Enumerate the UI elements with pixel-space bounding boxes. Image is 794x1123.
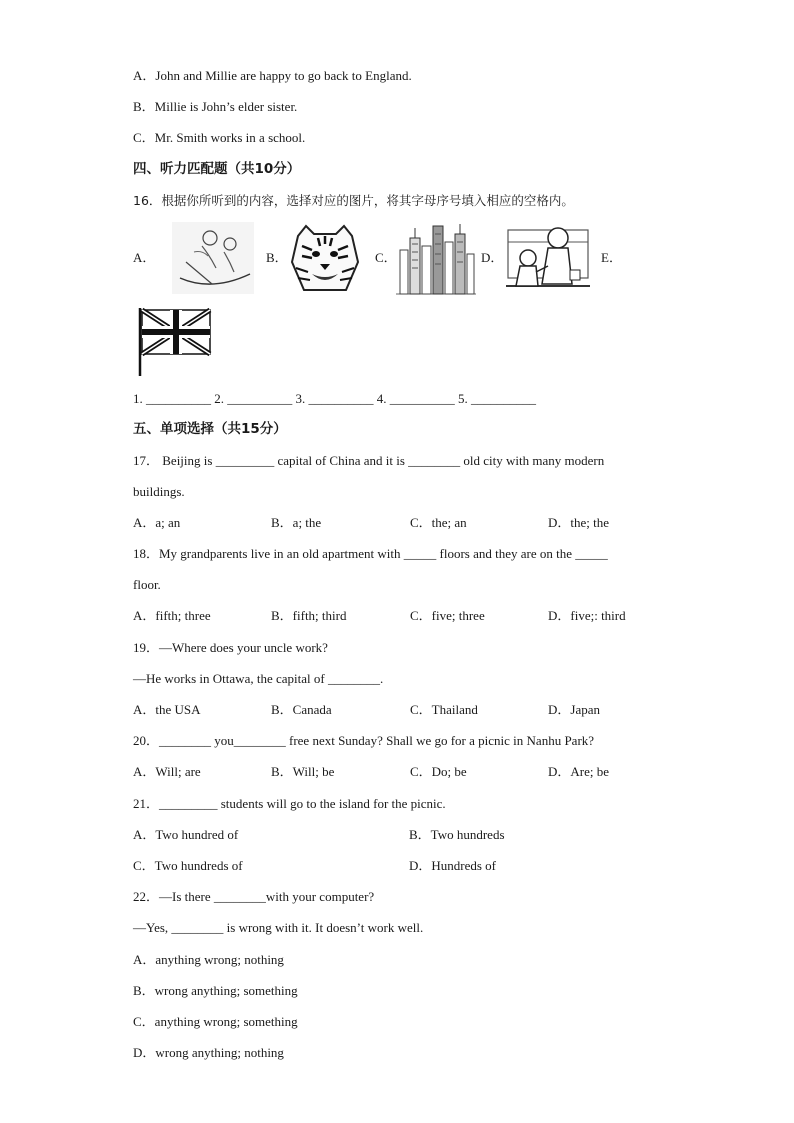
q22-option-a: A．anything wrong; nothing xyxy=(133,952,284,967)
q22-stem-line2: —Yes, ________ is wrong with it. It doesn’t work well. xyxy=(133,920,424,935)
grandmother-and-child-icon xyxy=(506,222,590,296)
q17-option-b: B．a; the xyxy=(271,515,322,530)
q17-option-c: C．the; an xyxy=(410,515,467,530)
q21-option-a: A．Two hundred of xyxy=(133,827,239,842)
q22-option-c: C．anything wrong; something xyxy=(133,1014,298,1029)
q18-stem-line1: 18．My grandparents live in an old apartment with _____ floors and they are on the _____ xyxy=(133,546,608,561)
picture-label-d: D． xyxy=(481,250,504,265)
q17-stem-line1: 17． Beijing is _________ capital of China and it is ________ old city with many modern xyxy=(133,453,605,468)
tiger-icon xyxy=(288,222,362,294)
picture-label-b: B． xyxy=(266,250,288,265)
q21-option-b: B．Two hundreds xyxy=(409,827,505,842)
q20-stem: 20．________ you________ free next Sunday? Shall we go for a picnic in Nanhu Park? xyxy=(133,733,595,748)
picture-label-c: C． xyxy=(375,250,397,265)
q18-option-d: D．five;: third xyxy=(548,608,626,623)
q17-option-d: D．the; the xyxy=(548,515,610,530)
q16-stem: 16．根据你所听到的内容，选择对应的图片，将其字母序号填入相应的空格内。 xyxy=(133,193,574,208)
q17-stem-line2: buildings. xyxy=(133,484,185,499)
q18-stem-line2: floor. xyxy=(133,577,161,592)
q22-option-d: D．wrong anything; nothing xyxy=(133,1045,284,1060)
city-skyscrapers-icon xyxy=(396,220,476,296)
q18-option-b: B．fifth; third xyxy=(271,608,347,623)
q19-option-d: D．Japan xyxy=(548,702,600,717)
q20-option-b: B．Will; be xyxy=(271,764,335,779)
q21-option-d: D．Hundreds of xyxy=(409,858,497,873)
q19-option-b: B．Canada xyxy=(271,702,332,717)
picture-label-e: E． xyxy=(601,250,622,265)
q16-answer-blanks: 1. __________ 2. __________ 3. __________ 4. __________ 5. __________ xyxy=(133,391,536,406)
picture-label-a: A． xyxy=(133,250,156,265)
q19-stem-line2: —He works in Ottawa, the capital of ________. xyxy=(133,671,384,686)
section-5-heading: 五、单项选择（共15分） xyxy=(133,421,287,437)
q22-option-b: B．wrong anything; something xyxy=(133,983,298,998)
union-jack-flag-icon xyxy=(136,306,214,378)
rowing-boat-people-icon xyxy=(172,222,254,294)
q18-option-a: A．fifth; three xyxy=(133,608,211,623)
q19-stem-line1: 19．—Where does your uncle work? xyxy=(133,640,328,655)
q15-option-c: C．Mr. Smith works in a school. xyxy=(133,130,306,145)
section-4-heading: 四、听力匹配题（共10分） xyxy=(133,161,301,177)
q21-option-c: C．Two hundreds of xyxy=(133,858,243,873)
q19-option-a: A．the USA xyxy=(133,702,201,717)
q22-stem-line1: 22．—Is there ________with your computer? xyxy=(133,889,375,904)
q19-option-c: C．Thailand xyxy=(410,702,478,717)
q20-option-a: A．Will; are xyxy=(133,764,201,779)
q20-option-c: C．Do; be xyxy=(410,764,467,779)
q20-option-d: D．Are; be xyxy=(548,764,610,779)
q17-option-a: A．a; an xyxy=(133,515,181,530)
q15-option-a: A．John and Millie are happy to go back to England. xyxy=(133,68,412,83)
q21-stem: 21．_________ students will go to the island for the picnic. xyxy=(133,796,446,811)
q18-option-c: C．five; three xyxy=(410,608,485,623)
q15-option-b: B．Millie is John’s elder sister. xyxy=(133,99,298,114)
